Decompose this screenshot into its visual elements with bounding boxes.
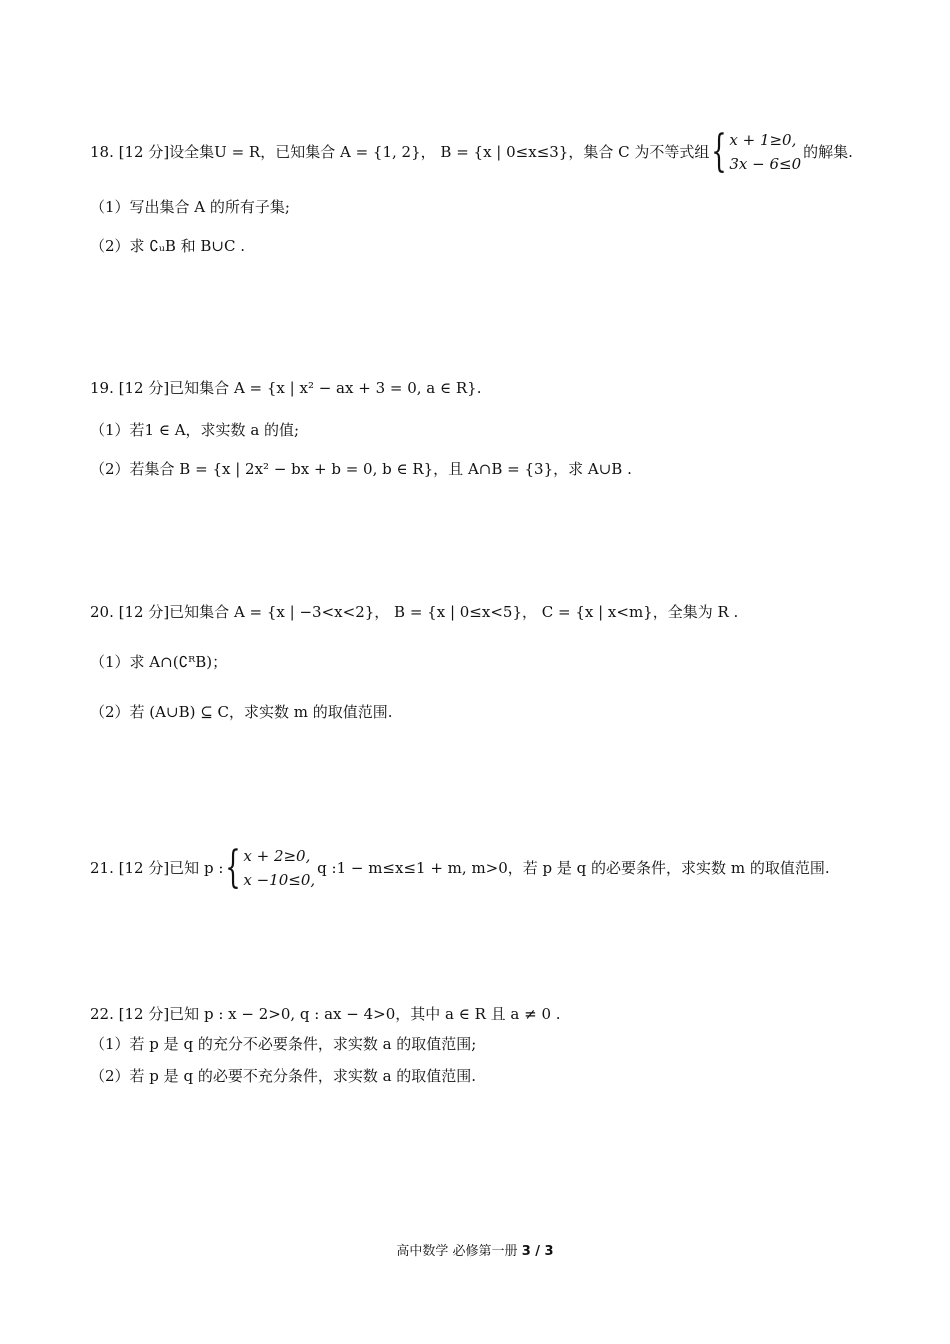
question-18-system-row-2: 3x − 6≤0 (729, 155, 802, 173)
question-20-stem: 20. [12 分]已知集合 A = {x | −3<x<2}， B = {x | 0≤x<5}， C = {x | x<m}，全集为 R . (90, 603, 739, 621)
question-22-part-1: （1）若 p 是 q 的充分不必要条件，求实数 a 的取值范围; (90, 1035, 477, 1053)
question-20-part-2: （2）若 (A∪B) ⊆ C，求实数 m 的取值范围. (90, 703, 393, 721)
question-19-part-1: （1）若1 ∈ A，求实数 a 的值; (90, 421, 300, 439)
footer-text: 高中数学 必修第一册 (396, 1244, 518, 1259)
left-brace-icon: { (711, 126, 728, 177)
question-21-inequality-system (225, 844, 315, 892)
question-19-part-2: （2）若集合 B = {x | 2x² − bx + b = 0, b ∈ R}，且 A∩B = {3}，求 A∪B . (90, 460, 632, 478)
page-footer (0, 1240, 950, 1259)
question-18-post: 的解集. (803, 143, 853, 161)
question-19-stem: 19. [12 分]已知集合 A = {x | x² − ax + 3 = 0, a ∈ R}. (90, 379, 482, 397)
question-21-system-row-2: x −10≤0, (243, 871, 316, 889)
question-22-part-2: （2）若 p 是 q 的必要不充分条件，求实数 a 的取值范围. (90, 1067, 477, 1085)
question-18-inequality-system (711, 128, 801, 176)
question-21-stem (90, 844, 830, 892)
question-18-pre: 18. [12 分]设全集U = R，已知集合 A = {1, 2}， B = {x | 0≤x≤3}，集合 C 为不等式组 (90, 143, 710, 161)
page-number: 3 / 3 (521, 1244, 554, 1259)
question-18-part-2: （2）求 ∁ᵤB 和 B∪C . (90, 237, 246, 255)
question-20-part-1: （1）求 A∩(∁ᴿB)； (90, 653, 228, 671)
question-21-pre: 21. [12 分]已知 p : (90, 859, 224, 877)
question-21-system-row-1: x + 2≥0, (243, 847, 311, 865)
question-21-post: q :1 − m≤x≤1 + m, m>0，若 p 是 q 的必要条件，求实数 m 的取值范围. (317, 859, 830, 877)
question-18-part-1: （1）写出集合 A 的所有子集; (90, 198, 290, 216)
question-18-system-row-1: x + 1≥0, (729, 131, 797, 149)
question-18-stem (90, 128, 853, 176)
left-brace-icon: { (225, 842, 242, 893)
question-22-stem: 22. [12 分]已知 p : x − 2>0, q : ax − 4>0，其中 a ∈ R 且 a ≠ 0 . (90, 1005, 561, 1023)
